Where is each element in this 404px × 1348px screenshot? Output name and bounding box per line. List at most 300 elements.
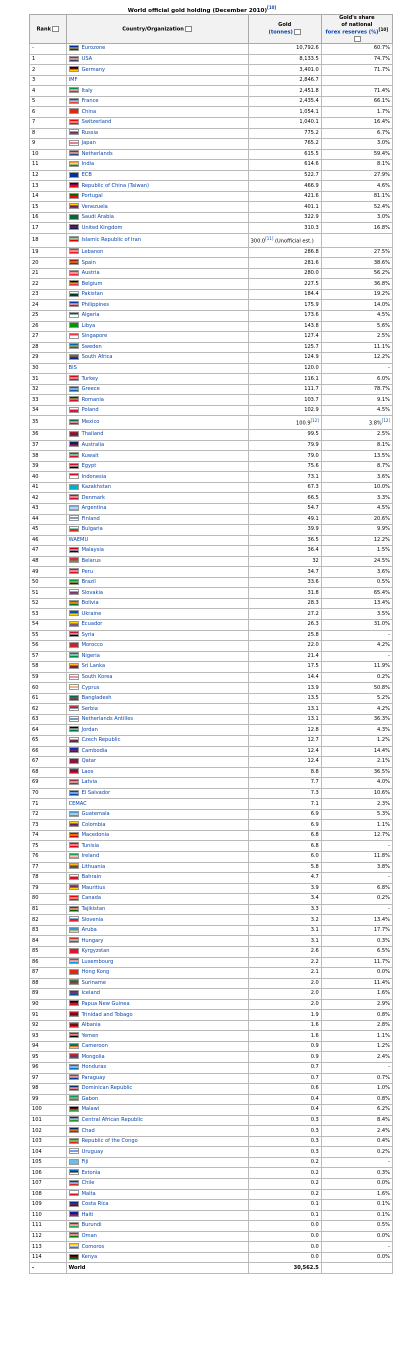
country-link[interactable]: Libya — [81, 322, 96, 329]
flag-icon — [69, 589, 79, 595]
table-row — [30, 725, 393, 736]
rank-cell: 68 — [30, 767, 67, 778]
gold-cell: 10,792.6 — [248, 44, 321, 55]
country-link[interactable]: Central African Republic — [81, 1116, 143, 1123]
country-link[interactable]: Gabon — [81, 1095, 99, 1102]
rank-cell: 67 — [30, 757, 67, 768]
flag-icon — [69, 737, 79, 743]
gold-cell: 66.5 — [248, 493, 321, 504]
rank-cell: 47 — [30, 546, 67, 557]
country-link[interactable]: Austria — [81, 270, 100, 277]
country-link[interactable]: Russia — [81, 129, 98, 136]
table-row — [30, 968, 393, 979]
country-link[interactable]: China — [81, 108, 97, 115]
country-link[interactable]: Peru — [81, 568, 93, 575]
country-link[interactable]: Denmark — [81, 494, 106, 501]
rank-cell: 99 — [30, 1094, 67, 1105]
country-cell — [66, 514, 248, 525]
country-link[interactable]: Tajikistan — [81, 906, 106, 913]
gold-cell: 12.4 — [248, 757, 321, 768]
country-link[interactable]: Kyrgyzstan — [81, 948, 110, 955]
rank-cell: 111 — [30, 1221, 67, 1232]
share-cell: 3.8%[12] — [321, 416, 392, 430]
country-link[interactable]: Serbia — [81, 705, 98, 712]
flag-icon — [69, 821, 79, 827]
sort-icon[interactable] — [294, 29, 301, 35]
gold-header[interactable]: Gold (tonnes) — [248, 15, 321, 44]
country-link[interactable]: Oman — [81, 1232, 97, 1239]
country-link[interactable]: Italy — [81, 87, 93, 94]
country-link[interactable]: Aruba — [81, 927, 97, 934]
country-cell — [66, 567, 248, 578]
share-cell: 13.4% — [321, 915, 392, 926]
rank-cell: 14 — [30, 191, 67, 202]
country-link[interactable]: IMF — [68, 77, 78, 84]
share-cell: 10.0% — [321, 482, 392, 493]
country-link[interactable]: Sweden — [81, 343, 102, 350]
rank-cell: 21 — [30, 268, 67, 279]
country-link[interactable]: Chad — [81, 1127, 95, 1134]
country-cell — [66, 311, 248, 322]
share-cell: 4.6% — [321, 181, 392, 192]
country-link[interactable]: Haiti — [81, 1211, 94, 1218]
country-link[interactable]: Suriname — [81, 979, 107, 986]
country-cell — [66, 223, 248, 234]
share-cell: 36.8% — [321, 279, 392, 290]
country-link[interactable]: Cyprus — [81, 684, 100, 691]
country-link[interactable]: Cameroon — [81, 1043, 108, 1050]
gold-cell: 466.9 — [248, 181, 321, 192]
country-link[interactable]: Netherlands — [81, 150, 113, 157]
country-cell — [66, 714, 248, 725]
country-cell — [66, 503, 248, 514]
country-link[interactable]: Yemen — [81, 1032, 99, 1039]
country-link[interactable]: Poland — [81, 407, 99, 414]
flag-icon — [69, 747, 79, 753]
flag-icon — [69, 312, 79, 318]
table-row — [30, 405, 393, 416]
country-link[interactable]: WAEMU — [68, 536, 89, 543]
country-link[interactable]: Eurozone — [81, 45, 106, 52]
share-cell: 8.1% — [321, 440, 392, 451]
country-link[interactable]: Bulgaria — [81, 526, 103, 533]
flag-icon — [69, 1159, 79, 1165]
country-link[interactable]: ECB — [81, 172, 92, 179]
share-cell: 81.1% — [321, 191, 392, 202]
country-link[interactable]: Canada — [81, 895, 101, 902]
country-cell — [66, 65, 248, 76]
table-row — [30, 788, 393, 799]
share-reference[interactable]: [10] — [378, 28, 389, 33]
rank-cell: 102 — [30, 1126, 67, 1137]
country-cell — [66, 672, 248, 683]
flag-icon — [69, 958, 79, 964]
gold-cell: 0.7 — [248, 1062, 321, 1073]
gold-unit-link[interactable]: (tonnes) — [268, 29, 293, 36]
rank-cell: 20 — [30, 258, 67, 269]
country-link[interactable]: Kazakhstan — [81, 484, 111, 491]
country-link[interactable]: Malta — [81, 1190, 96, 1197]
country-link[interactable]: Indonesia — [81, 473, 107, 480]
country-cell — [66, 757, 248, 768]
country-link[interactable]: South Africa — [81, 354, 113, 361]
flag-icon — [69, 452, 79, 458]
gold-cell: 116.1 — [248, 374, 321, 385]
country-link[interactable]: Burundi — [81, 1222, 102, 1229]
country-link[interactable]: Nigeria — [81, 652, 100, 659]
country-link[interactable]: Chile — [81, 1180, 95, 1187]
country-header[interactable]: Country/Organization — [66, 15, 248, 44]
country-link[interactable]: Pakistan — [81, 291, 103, 298]
rank-cell: 37 — [30, 440, 67, 451]
country-link[interactable]: Honduras — [81, 1064, 107, 1071]
table-row — [30, 904, 393, 915]
rank-cell: 51 — [30, 588, 67, 599]
country-link[interactable]: Romania — [81, 396, 104, 403]
flag-icon — [69, 610, 79, 616]
share-cell: 1.5% — [321, 546, 392, 557]
rank-cell: 49 — [30, 567, 67, 578]
share-cell: 12.2% — [321, 535, 392, 546]
rank-cell: 40 — [30, 472, 67, 483]
country-link[interactable]: Islamic Republic of Iran — [81, 236, 141, 243]
country-link[interactable]: Mongolia — [81, 1053, 105, 1060]
country-link[interactable]: Singapore — [81, 333, 108, 340]
share-cell: 6.2% — [321, 1105, 392, 1116]
country-link[interactable]: Portugal — [81, 193, 103, 200]
country-link[interactable]: Lebanon — [81, 248, 104, 255]
country-link[interactable]: Guatemala — [81, 811, 110, 818]
country-link[interactable]: Slovenia — [81, 916, 104, 923]
rank-cell: 88 — [30, 978, 67, 989]
flag-icon — [69, 1106, 79, 1112]
share-cell: 8.4% — [321, 1115, 392, 1126]
country-link[interactable]: Jordan — [81, 726, 98, 733]
share-cell: 36.3% — [321, 714, 392, 725]
table-row — [30, 247, 393, 258]
share-cell: 12.2% — [321, 353, 392, 364]
country-link[interactable]: Egypt — [81, 463, 97, 470]
country-link[interactable]: Paraguay — [81, 1074, 106, 1081]
gold-cell: 5.8 — [248, 862, 321, 873]
gold-cell: 300.0[11] (Unofficial est.) — [248, 234, 321, 248]
country-link[interactable]: Turkey — [81, 375, 99, 382]
country-link[interactable]: Germany — [81, 66, 106, 73]
gold-cell: 775.2 — [248, 128, 321, 139]
country-link[interactable]: Brazil — [81, 579, 96, 586]
share-cell: 1.6% — [321, 989, 392, 1000]
country-link[interactable]: Ukraine — [81, 610, 102, 617]
country-link[interactable]: India — [81, 161, 95, 168]
rank-cell: 54 — [30, 620, 67, 631]
country-cell — [66, 1252, 248, 1263]
country-link[interactable]: Czech Republic — [81, 737, 121, 744]
table-row — [30, 989, 393, 1000]
table-row — [30, 1189, 393, 1200]
country-cell — [66, 968, 248, 979]
country-link[interactable]: Belgium — [81, 280, 103, 287]
country-link[interactable]: USA — [81, 56, 93, 62]
country-cell — [66, 1073, 248, 1084]
gold-cell: 2.0 — [248, 999, 321, 1010]
flag-icon — [69, 1222, 79, 1228]
rank-cell: 22 — [30, 279, 67, 290]
country-link[interactable]: El Salvador — [81, 790, 111, 797]
gold-cell: 286.8 — [248, 247, 321, 258]
flag-icon — [69, 684, 79, 690]
gold-cell: 0.3 — [248, 1136, 321, 1147]
country-link[interactable]: Switzerland — [81, 119, 112, 126]
country-link[interactable]: Papua New Guinea — [81, 1000, 130, 1007]
country-link[interactable]: Syria — [81, 631, 95, 638]
country-link[interactable]: Hong Kong — [81, 969, 110, 976]
table-row — [30, 556, 393, 567]
country-cell — [66, 279, 248, 290]
reference-link[interactable]: [11] — [265, 236, 274, 242]
table-row — [30, 873, 393, 884]
country-link[interactable]: Laos — [81, 768, 94, 775]
flag-icon — [69, 494, 79, 500]
rank-cell: 71 — [30, 799, 67, 810]
country-link[interactable]: Malaysia — [81, 547, 104, 554]
share-cell: 5.6% — [321, 321, 392, 332]
rank-cell: 52 — [30, 598, 67, 609]
country-link[interactable]: Luxembourg — [81, 958, 114, 965]
rank-cell: 38 — [30, 451, 67, 462]
country-link[interactable]: Ecuador — [81, 621, 103, 628]
table-row — [30, 160, 393, 171]
table-row — [30, 191, 393, 202]
country-link[interactable]: Republic of China (Taiwan) — [81, 182, 149, 189]
country-cell — [66, 1105, 248, 1116]
share-cell: 1.1% — [321, 1031, 392, 1042]
share-header[interactable]: Gold's share of national forex reserves (%)[10] — [321, 15, 392, 44]
country-link[interactable]: Netherlands Antilles — [81, 716, 134, 723]
flag-icon — [69, 333, 79, 339]
country-cell — [66, 693, 248, 704]
country-cell — [66, 353, 248, 364]
country-link[interactable]: Mauritius — [81, 884, 106, 891]
share-cell: 71.4% — [321, 86, 392, 97]
country-cell — [66, 1189, 248, 1200]
country-link[interactable]: Comoros — [81, 1243, 105, 1250]
reference-link[interactable]: [12] — [310, 418, 319, 424]
table-row — [30, 915, 393, 926]
country-link[interactable]: Iceland — [81, 990, 101, 997]
gold-cell: 0.3 — [248, 1147, 321, 1158]
country-cell — [66, 788, 248, 799]
country-link[interactable]: Sri Lanka — [81, 663, 106, 670]
country-link[interactable]: Bahrain — [81, 874, 102, 881]
flag-icon — [69, 203, 79, 209]
rank-cell: - — [30, 44, 67, 55]
country-link[interactable]: Lithuania — [81, 863, 106, 870]
country-link[interactable]: Qatar — [81, 758, 96, 765]
gold-cell: 12.7 — [248, 736, 321, 747]
country-link[interactable]: Hungary — [81, 937, 104, 944]
table-row — [30, 999, 393, 1010]
table-row — [30, 75, 393, 86]
gold-cell: 0.0 — [248, 1242, 321, 1253]
rank-cell: 89 — [30, 989, 67, 1000]
country-link[interactable]: Malawi — [81, 1106, 100, 1113]
share-cell: 56.2% — [321, 268, 392, 279]
share-cell: 2.3% — [321, 799, 392, 810]
table-row — [30, 704, 393, 715]
table-row — [30, 1084, 393, 1095]
reference-link[interactable]: [12] — [381, 418, 390, 424]
table-row — [30, 1126, 393, 1137]
table-title: World official gold holding (December 2010) — [127, 7, 268, 14]
gold-cell: 184.4 — [248, 289, 321, 300]
flag-icon — [69, 1148, 79, 1154]
country-cell — [66, 820, 248, 831]
country-link[interactable]: Ireland — [81, 853, 100, 860]
country-link[interactable]: Finland — [81, 515, 100, 522]
share-cell: - — [321, 841, 392, 852]
gold-cell: 13.5 — [248, 693, 321, 704]
country-link[interactable]: Mexico — [81, 419, 100, 426]
country-link[interactable]: Algeria — [81, 312, 100, 319]
rank-cell: 43 — [30, 503, 67, 514]
country-link[interactable]: Australia — [81, 441, 105, 448]
flag-icon — [69, 248, 79, 254]
table-row — [30, 1020, 393, 1031]
rank-cell: 97 — [30, 1073, 67, 1084]
rank-cell: 109 — [30, 1200, 67, 1211]
share-cell: 14.4% — [321, 746, 392, 757]
country-cell — [66, 1020, 248, 1031]
country-link[interactable]: Macedonia — [81, 832, 110, 839]
rank-cell: 110 — [30, 1210, 67, 1221]
flag-icon — [69, 150, 79, 156]
country-link[interactable]: Trinidad and Tobago — [81, 1011, 133, 1018]
country-link[interactable]: Argentina — [81, 505, 107, 512]
country-link[interactable]: Thailand — [81, 431, 104, 438]
country-link[interactable]: Morocco — [81, 642, 103, 649]
country-cell — [66, 936, 248, 947]
country-link[interactable]: CEMAC — [68, 800, 87, 807]
flag-icon — [69, 407, 79, 413]
country-link[interactable]: Kuwait — [81, 452, 99, 459]
table-row — [30, 588, 393, 599]
country-link[interactable]: Albania — [81, 1022, 101, 1029]
rank-cell: 79 — [30, 883, 67, 894]
table-row — [30, 841, 393, 852]
country-link[interactable]: Costa Rica — [81, 1201, 109, 1208]
gold-cell: 7.3 — [248, 788, 321, 799]
country-link[interactable]: Japan — [81, 140, 96, 147]
gold-cell: 75.6 — [248, 461, 321, 472]
country-link[interactable]: Latvia — [81, 779, 98, 786]
country-cell — [66, 96, 248, 107]
country-link[interactable]: Republic of the Congo — [81, 1138, 138, 1145]
sort-icon[interactable] — [354, 36, 361, 42]
gold-cell: 8.8 — [248, 767, 321, 778]
table-row — [30, 862, 393, 873]
country-cell — [66, 128, 248, 139]
country-cell — [66, 107, 248, 118]
share-cell: 11.9% — [321, 662, 392, 673]
country-cell — [66, 1084, 248, 1095]
country-link[interactable]: Uruguay — [81, 1148, 104, 1155]
country-link[interactable]: Greece — [81, 386, 100, 393]
title-reference[interactable]: [10] — [267, 5, 277, 10]
gold-cell: 13.9 — [248, 683, 321, 694]
country-cell — [66, 321, 248, 332]
table-row — [30, 830, 393, 841]
share-cell: 3.8% — [321, 862, 392, 873]
country-link[interactable]: Cambodia — [81, 747, 108, 754]
rank-header[interactable]: Rank — [30, 15, 67, 44]
gold-cell: 1,040.1 — [248, 118, 321, 129]
flag-icon — [69, 45, 79, 51]
country-link[interactable]: Philippines — [81, 301, 110, 308]
table-row — [30, 1136, 393, 1147]
country-link[interactable]: BIS — [68, 365, 77, 371]
gold-cell: 120.0 — [248, 363, 321, 374]
country-link[interactable]: Slovakia — [81, 589, 103, 596]
country-link[interactable]: United Kingdom — [81, 224, 123, 231]
rank-cell: 75 — [30, 841, 67, 852]
country-link[interactable]: Dominican Republic — [81, 1085, 133, 1092]
forex-reserves-link[interactable]: forex reserves (%) — [325, 29, 379, 36]
country-link[interactable]: Bolivia — [81, 600, 99, 607]
rank-cell: 59 — [30, 672, 67, 683]
country-link[interactable]: Bangladesh — [81, 695, 112, 702]
country-link[interactable]: Kenya — [81, 1254, 98, 1261]
country-cell — [66, 1010, 248, 1021]
country-cell — [66, 904, 248, 915]
gold-cell: 2.2 — [248, 957, 321, 968]
share-cell: - — [321, 363, 392, 374]
rank-cell: 16 — [30, 212, 67, 223]
table-row — [30, 1062, 393, 1073]
gold-cell: 39.9 — [248, 525, 321, 536]
rank-cell: 41 — [30, 482, 67, 493]
flag-icon — [69, 874, 79, 880]
flag-icon — [69, 270, 79, 276]
country-link[interactable]: Estonia — [81, 1169, 101, 1176]
flag-icon — [69, 1074, 79, 1080]
sort-icon[interactable] — [185, 26, 192, 32]
country-cell — [66, 1168, 248, 1179]
table-row — [30, 353, 393, 364]
country-cell — [66, 416, 248, 430]
rank-cell: 23 — [30, 289, 67, 300]
country-cell — [66, 430, 248, 441]
country-link[interactable]: Spain — [81, 259, 96, 266]
country-link[interactable]: Saudi Arabia — [81, 214, 114, 221]
country-link[interactable]: South Korea — [81, 674, 113, 680]
gold-cell: 7.7 — [248, 778, 321, 789]
flag-icon — [69, 1190, 79, 1196]
country-link[interactable]: Tunisia — [81, 842, 99, 849]
share-cell: 0.2% — [321, 1147, 392, 1158]
country-link[interactable]: Fiji — [81, 1159, 89, 1166]
table-row — [30, 65, 393, 76]
country-link[interactable]: Colombia — [81, 821, 106, 828]
flag-icon — [69, 66, 79, 72]
country-link[interactable]: Belarus — [81, 557, 101, 564]
gold-cell: 0.2 — [248, 1189, 321, 1200]
country-link[interactable]: Venezuela — [81, 203, 108, 210]
country-cell — [66, 1210, 248, 1221]
sort-icon[interactable] — [52, 26, 59, 32]
country-link[interactable]: France — [81, 98, 99, 105]
table-body — [30, 44, 393, 1274]
country-cell — [66, 384, 248, 395]
